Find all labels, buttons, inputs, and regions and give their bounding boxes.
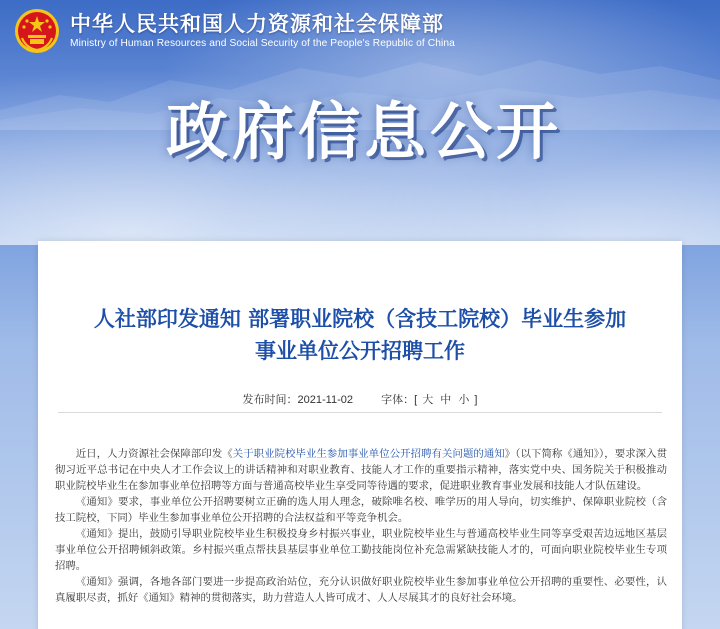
article-title-line1: 人社部印发通知 部署职业院校（含技工院校）毕业生参加 — [93, 307, 627, 331]
page-banner — [0, 0, 720, 245]
banner-title: 政府信息公开 — [165, 95, 562, 168]
font-size-small-button[interactable]: 小 — [458, 394, 470, 406]
font-size-large-button[interactable]: 大 — [422, 394, 434, 406]
ministry-name-en: Ministry of Human Resources and Social Security of the People's Republic of China — [70, 38, 455, 49]
ministry-name — [70, 11, 455, 51]
notice-document-link[interactable]: 关于职业院校毕业生参加事业单位公开招聘有关问题的通知 — [232, 448, 505, 460]
font-size-label: 字体： — [381, 394, 415, 406]
paragraph-3: 《通知》提出，鼓励引导职业院校毕业生积极投身乡村振兴事业，职业院校毕业生与普通高校毕业生同等享受艰苦边远地区基层事业单位公开招聘倾斜政策。乡村振兴重点帮扶县基层事业单位工勤技能岗位补充急需紧缺技能人才的，可面向职业院校毕业生专项招聘。 — [55, 528, 667, 572]
paragraph-2: 《通知》要求，事业单位公开招聘要树立正确的选人用人理念，破除唯名校、唯学历的用人导向，切实维护、保障职业院校（含技工院校，下同）毕业生参加事业单位公开招聘的合法权益和平等竞争机会。 — [55, 496, 667, 524]
national-emblem-icon[interactable] — [14, 8, 60, 54]
paragraph-1: 近日，人力资源社会保障部印发《关于职业院校毕业生参加事业单位公开招聘有关问题的通知》（以下简称《通知》），要求深入贯彻习近平总书记在中央人才工作会议上的讲话精神和对职业教育、技能人才工作的重要指示精神，落实党中央、国务院关于积极推动职业院校毕业生在参加事业单位招聘等方面与普通高校毕业生享受同等待遇的要求，促进职业教育事业发展和技能人才队伍建设。 — [55, 448, 667, 492]
article-title-line2: 事业单位公开招聘工作 — [255, 339, 465, 363]
font-size-control: [ 大 中 小 ] — [414, 391, 477, 407]
meta-divider — [58, 412, 662, 413]
ministry-name-cn: 中华人民共和国人力资源和社会保障部 — [70, 12, 444, 36]
font-size-medium-button[interactable]: 中 — [440, 394, 452, 406]
publish-label: 发布时间： — [242, 394, 298, 406]
article-body — [55, 446, 667, 606]
article-meta — [38, 391, 682, 407]
ministry-header — [14, 8, 455, 54]
article-title — [38, 303, 682, 367]
paragraph-4: 《通知》强调，各地各部门要进一步提高政治站位，充分认识做好职业院校毕业生参加事业单位公开招聘的重要性、必要性，认真履职尽责，抓好《通知》精神的贯彻落实，助力营造人人皆可成才、人人尽展其才的良好社会环境。 — [55, 576, 667, 604]
article-card — [38, 241, 682, 629]
publish-date: 2021-11-02 — [297, 394, 353, 406]
